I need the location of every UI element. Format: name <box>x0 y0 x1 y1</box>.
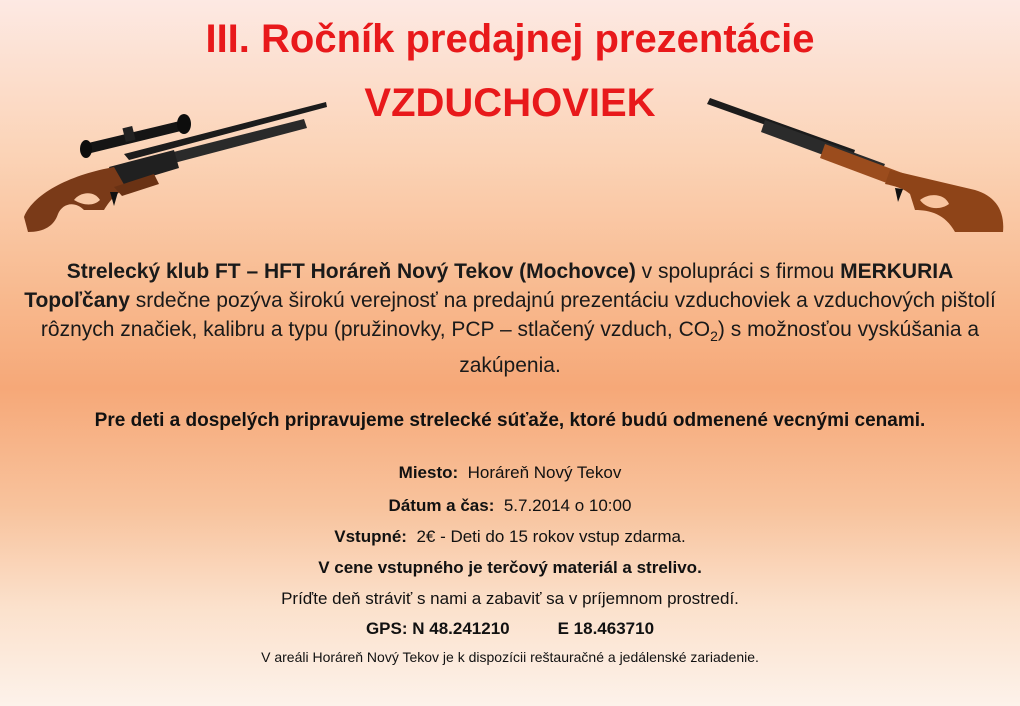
co2-subscript: 2 <box>710 328 718 345</box>
fee-label: Vstupné: <box>334 527 407 546</box>
intro-text-3: ) s možnosťou vyskúšania a zakúpenia. <box>459 318 980 378</box>
competition-announcement: Pre deti a dospelých pripravujeme strelecké súťaže, ktoré budú odmenené vecnými cenami. <box>94 410 926 431</box>
poster-title-line1: III. Ročník predajnej prezentácie <box>205 17 815 61</box>
fee-line <box>0 526 1020 548</box>
intro-text-2: srdečne pozýva širokú verejnosť na predajnú prezentáciu vzduchoviek a vzduchových pištolí rôznych značiek, kalibru a typu (pružinovky, PCP – stlačený vzduch, CO <box>40 289 996 341</box>
date-line <box>0 495 1020 517</box>
pcp-rifle-image <box>14 92 334 242</box>
gps-east: E 18.463710 <box>557 619 655 638</box>
place-label: Miesto: <box>398 463 459 482</box>
date-label: Dátum a čas: <box>388 496 495 515</box>
place-line <box>0 462 1020 484</box>
intro-paragraph <box>14 257 1006 380</box>
air-rifle-image <box>705 92 1015 242</box>
club-name: Strelecký klub FT – HFT Horáreň Nový Tekov (Mochovce) <box>66 260 636 283</box>
facilities-note: V areáli Horáreň Nový Tekov je k dispozícii reštauračné a jedálenské zariadenie. <box>261 649 759 665</box>
date-value: 5.7.2014 o 10:00 <box>503 496 632 515</box>
intro-text-1: v spolupráci s firmou <box>635 260 841 283</box>
poster-title-line2: VZDUCHOVIEK <box>364 81 656 125</box>
partner-name: MERKURIA Topoľčany <box>24 260 954 312</box>
gps-line <box>0 618 1020 640</box>
gps-north: GPS: N 48.241210 <box>365 619 510 638</box>
place-value: Horáreň Nový Tekov <box>467 463 622 482</box>
invitation-line: Príďte deň stráviť s nami a zabaviť sa v príjemnom prostredí. <box>281 589 739 608</box>
fee-value: 2€ - Deti do 15 rokov vstup zdarma. <box>416 527 686 546</box>
included-note: V cene vstupného je terčový materiál a strelivo. <box>318 558 702 577</box>
